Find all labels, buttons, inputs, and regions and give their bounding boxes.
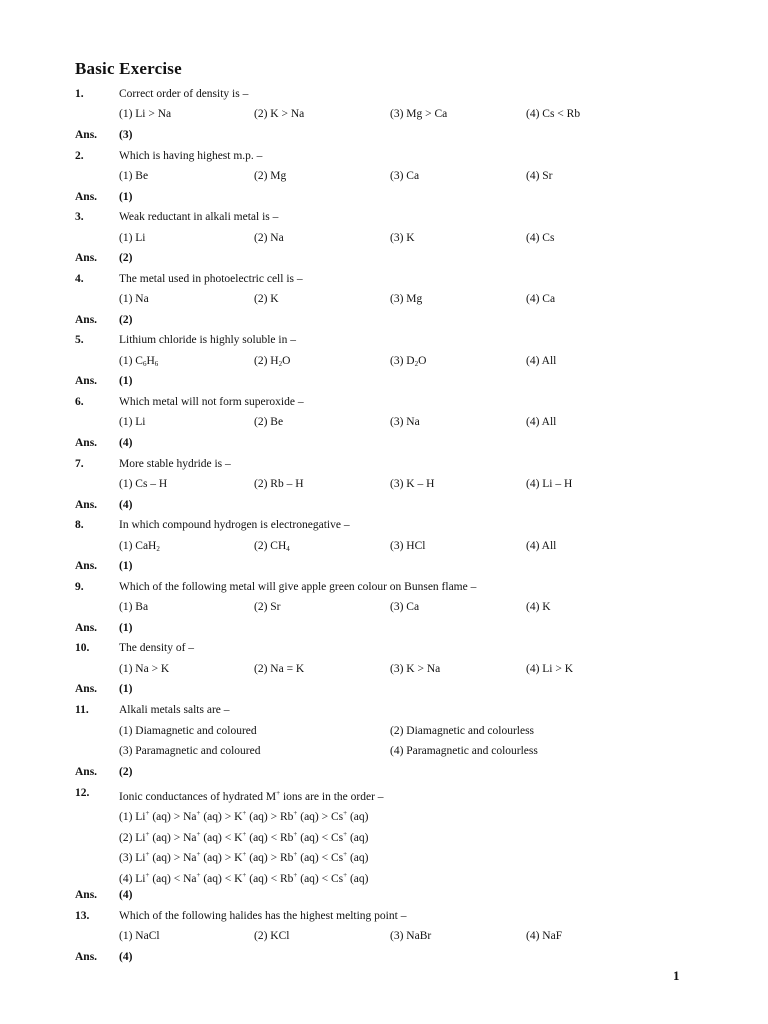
option-4: (4) Li+ (aq) < Na+ (aq) < K+ (aq) < Rb+ (aq) < Cs+ (aq)	[119, 871, 369, 885]
option-1: (1) NaCl	[119, 930, 160, 942]
option-12-1	[0, 803, 768, 823]
question-number: 7.	[75, 458, 84, 470]
question-text: Correct order of density is –	[119, 88, 249, 100]
option-2: (2) Diamagnetic and colourless	[390, 725, 535, 737]
options-11b	[0, 741, 768, 761]
answer-value: (1)	[119, 191, 133, 203]
option-3: (3) K	[390, 232, 415, 244]
option-1: (1) Na	[119, 293, 149, 305]
option-4: (4) All	[526, 540, 557, 552]
question-12	[0, 783, 768, 803]
question-13	[0, 906, 768, 926]
question-number: 2.	[75, 150, 84, 162]
option-1: (1) Diamagnetic and coloured	[119, 725, 257, 737]
question-number: 1.	[75, 88, 84, 100]
answer-label: Ans.	[75, 951, 98, 963]
question-number: 8.	[75, 519, 84, 531]
option-2: (2) K > Na	[254, 108, 305, 120]
question-1	[0, 84, 768, 104]
option-4: (4) Cs	[526, 232, 555, 244]
question-text: Which of the following metal will give apple green colour on Bunsen flame –	[119, 581, 477, 593]
question-number: 11.	[75, 704, 89, 716]
options-1	[0, 104, 768, 124]
answer-8	[0, 556, 768, 576]
option-3: (3) NaBr	[390, 930, 432, 942]
options-2	[0, 166, 768, 186]
question-text: The density of –	[119, 642, 195, 654]
option-3: (3) HCl	[390, 540, 426, 552]
option-3: (3) $D_2O$	[390, 355, 427, 368]
options-5	[0, 351, 768, 371]
option-1: (1) Li+ (aq) > Na+ (aq) > K+ (aq) > Rb+ (aq) > Cs+ (aq)	[119, 809, 369, 823]
question-2	[0, 146, 768, 166]
answer-label: Ans.	[75, 437, 98, 449]
answer-5	[0, 371, 768, 391]
option-2: (2) $H_2O$	[254, 355, 291, 368]
option-3: (3) K – H	[390, 478, 435, 490]
question-number: 6.	[75, 396, 84, 408]
question-text: In which compound hydrogen is electronegative –	[119, 519, 350, 531]
question-7	[0, 454, 768, 474]
answer-label: Ans.	[75, 889, 98, 901]
option-4: (4) Li – H	[526, 478, 573, 490]
question-number: 10.	[75, 642, 90, 654]
answer-label: Ans.	[75, 766, 98, 778]
answer-value: (1)	[119, 375, 133, 387]
options-6	[0, 412, 768, 432]
option-12-3	[0, 844, 768, 864]
question-number: 12.	[75, 787, 90, 799]
option-1: (1) $C_6H_6$	[119, 355, 159, 368]
option-4: (4) Paramagnetic and colourless	[390, 745, 538, 757]
option-4: (4) Ca	[526, 293, 556, 305]
option-3: (3) Li+ (aq) > Na+ (aq) > K+ (aq) > Rb+ (aq) < Cs+ (aq)	[119, 850, 369, 864]
option-1: (1) Cs – H	[119, 478, 168, 490]
option-2: (2) $CH_4$	[254, 540, 290, 553]
option-3: (3) Ca	[390, 601, 420, 613]
answer-value: (1)	[119, 683, 133, 695]
answer-13	[0, 947, 768, 967]
option-3: (3) Paramagnetic and coloured	[119, 745, 261, 757]
option-1: (1) Be	[119, 170, 149, 182]
answer-value: (1)	[119, 622, 133, 634]
option-3: (3) Ca	[390, 170, 420, 182]
question-11	[0, 700, 768, 720]
answer-value: (2)	[119, 252, 133, 264]
answer-11	[0, 762, 768, 782]
answer-value: (1)	[119, 560, 133, 572]
question-10	[0, 638, 768, 658]
answer-1	[0, 125, 768, 145]
answer-value: (4)	[119, 499, 133, 511]
question-4	[0, 269, 768, 289]
option-2: (2) Sr	[254, 601, 281, 613]
option-1: (1) Li	[119, 232, 146, 244]
option-2: (2) Na	[254, 232, 284, 244]
option-1: (1) Ba	[119, 601, 149, 613]
option-4: (4) Sr	[526, 170, 553, 182]
option-4: (4) NaF	[526, 930, 563, 942]
option-3: (3) Mg > Ca	[390, 108, 448, 120]
option-12-4	[0, 865, 768, 885]
answer-3	[0, 248, 768, 268]
answer-label: Ans.	[75, 683, 98, 695]
option-2: (2) K	[254, 293, 279, 305]
question-text: Alkali metals salts are –	[119, 704, 230, 716]
question-8	[0, 515, 768, 535]
answer-value: (4)	[119, 951, 133, 963]
question-text: Which metal will not form superoxide –	[119, 396, 304, 408]
option-3: (3) K > Na	[390, 663, 441, 675]
options-3	[0, 228, 768, 248]
answer-label: Ans.	[75, 129, 98, 141]
option-2: (2) Li+ (aq) > Na+ (aq) < K+ (aq) < Rb+ (aq) < Cs+ (aq)	[119, 830, 369, 844]
answer-label: Ans.	[75, 622, 98, 634]
page-number: 1	[673, 968, 680, 983]
option-2: (2) Na = K	[254, 663, 305, 675]
option-4: (4) Cs < Rb	[526, 108, 581, 120]
option-2: (2) Mg	[254, 170, 287, 182]
answer-9	[0, 618, 768, 638]
answer-7	[0, 495, 768, 515]
page-title: Basic Exercise	[75, 59, 182, 78]
question-number: 13.	[75, 910, 90, 922]
option-1: (1) Li	[119, 416, 146, 428]
option-4: (4) All	[526, 416, 557, 428]
answer-value: (4)	[119, 437, 133, 449]
options-7	[0, 474, 768, 494]
option-3: (3) Mg	[390, 293, 423, 305]
option-2: (2) KCl	[254, 930, 290, 942]
question-number: 4.	[75, 273, 84, 285]
option-1: (1) Li > Na	[119, 108, 172, 120]
question-text: Lithium chloride is highly soluble in –	[119, 334, 296, 346]
question-text: More stable hydride is –	[119, 458, 231, 470]
answer-label: Ans.	[75, 314, 98, 326]
question-text: Which is having highest m.p. –	[119, 150, 263, 162]
question-text: Weak reductant in alkali metal is –	[119, 211, 279, 223]
question-6	[0, 392, 768, 412]
answer-label: Ans.	[75, 499, 98, 511]
answer-label: Ans.	[75, 252, 98, 264]
question-text: The metal used in photoelectric cell is –	[119, 273, 303, 285]
option-3: (3) Na	[390, 416, 420, 428]
answer-label: Ans.	[75, 375, 98, 387]
option-1: (1) Na > K	[119, 663, 170, 675]
options-8	[0, 536, 768, 556]
options-13	[0, 926, 768, 946]
answer-value: (3)	[119, 129, 133, 141]
answer-value: (4)	[119, 889, 133, 901]
option-1: (1) CaH$_2$	[119, 540, 160, 553]
question-9	[0, 577, 768, 597]
option-4: (4) All	[526, 355, 557, 367]
question-number: 9.	[75, 581, 84, 593]
answer-12	[0, 885, 768, 905]
options-9	[0, 597, 768, 617]
option-2: (2) Be	[254, 416, 284, 428]
question-3	[0, 207, 768, 227]
answer-label: Ans.	[75, 191, 98, 203]
option-4: (4) Li > K	[526, 663, 574, 675]
options-11a	[0, 721, 768, 741]
question-text: Ionic conductances of hydrated M+ ions are in the order –	[119, 789, 384, 803]
answer-4	[0, 310, 768, 330]
question-number: 5.	[75, 334, 84, 346]
option-12-2	[0, 824, 768, 844]
question-number: 3.	[75, 211, 84, 223]
option-4: (4) K	[526, 601, 551, 613]
answer-2	[0, 187, 768, 207]
option-2: (2) Rb – H	[254, 478, 304, 490]
answer-value: (2)	[119, 314, 133, 326]
answer-10	[0, 679, 768, 699]
answer-value: (2)	[119, 766, 133, 778]
answer-6	[0, 433, 768, 453]
question-text: Which of the following halides has the highest melting point –	[119, 910, 407, 922]
options-4	[0, 289, 768, 309]
options-10	[0, 659, 768, 679]
question-5	[0, 330, 768, 350]
answer-label: Ans.	[75, 560, 98, 572]
